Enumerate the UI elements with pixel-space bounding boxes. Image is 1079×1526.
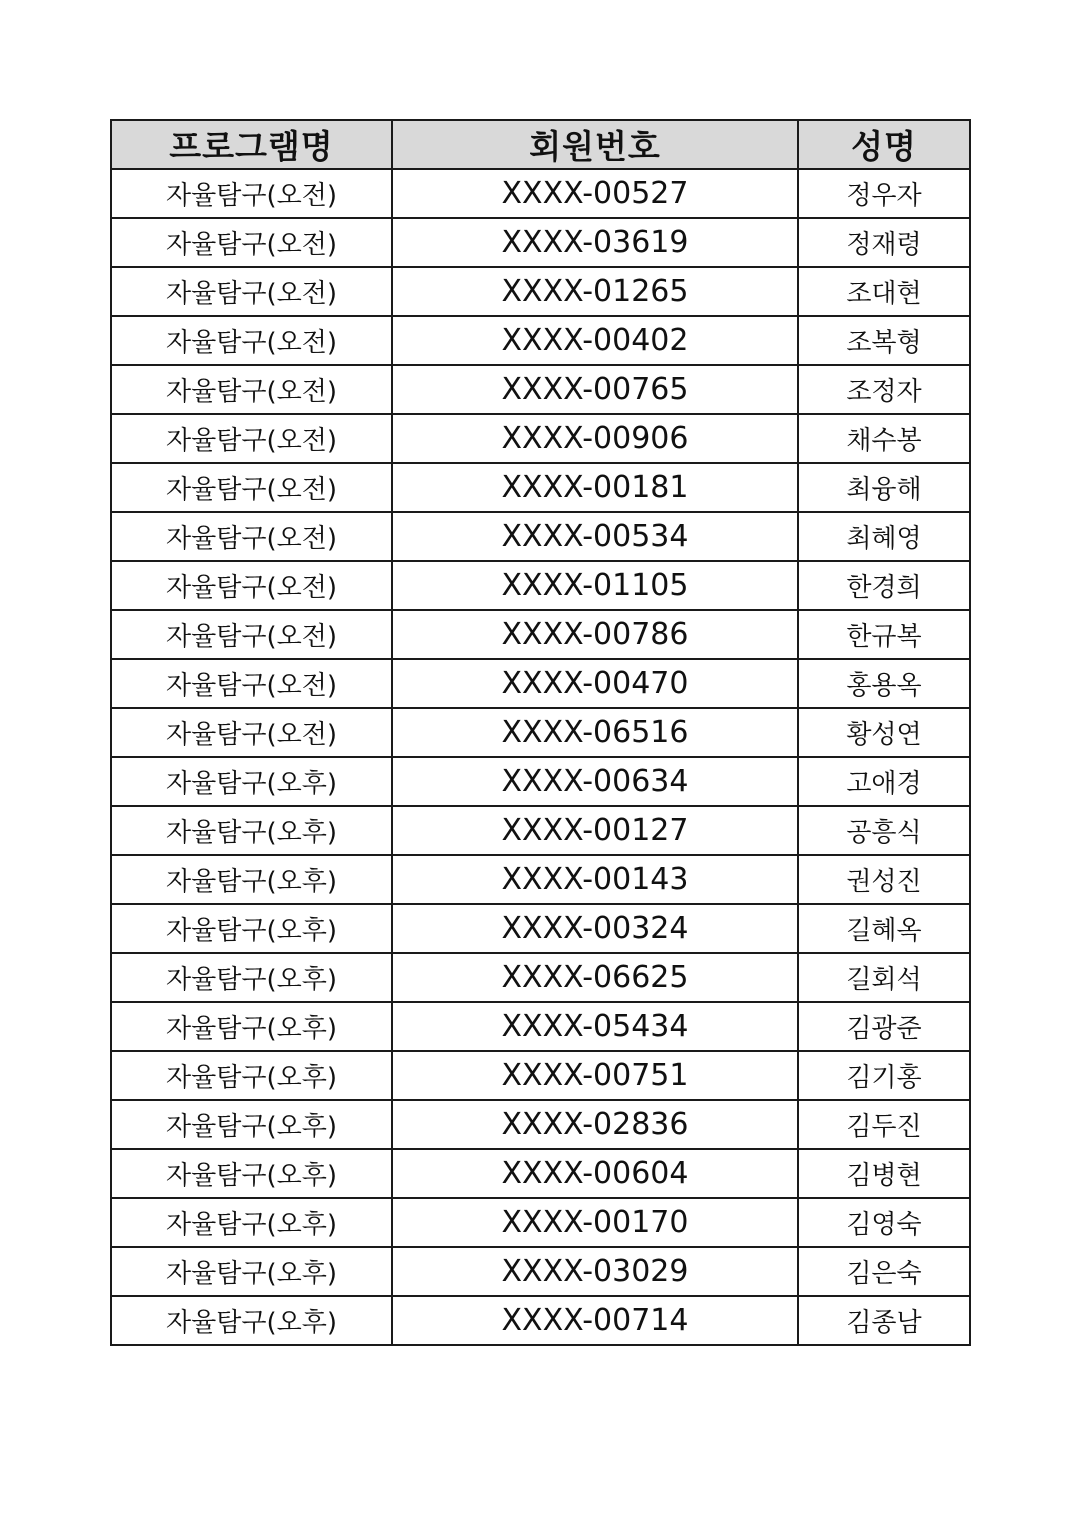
table-row xyxy=(111,1198,970,1247)
table-row xyxy=(111,512,970,561)
table-row xyxy=(111,463,970,512)
header-name: 성명 xyxy=(798,120,970,169)
name-cell: 조대현 xyxy=(798,267,970,316)
program-cell: 자율탐구(오전) xyxy=(111,414,392,463)
member-number-cell: XXXX-00714 xyxy=(392,1296,798,1345)
member-number-cell: XXXX-03029 xyxy=(392,1247,798,1296)
table-row xyxy=(111,414,970,463)
program-cell: 자율탐구(오전) xyxy=(111,659,392,708)
table-row xyxy=(111,1002,970,1051)
table-body xyxy=(111,169,970,1345)
table-row xyxy=(111,267,970,316)
member-roster-table xyxy=(110,119,971,1346)
member-number-cell: XXXX-03619 xyxy=(392,218,798,267)
member-number-cell: XXXX-00324 xyxy=(392,904,798,953)
name-cell: 김영숙 xyxy=(798,1198,970,1247)
program-cell: 자율탐구(오전) xyxy=(111,512,392,561)
member-number-cell: XXXX-00786 xyxy=(392,610,798,659)
name-cell: 한규복 xyxy=(798,610,970,659)
member-number-cell: XXXX-00470 xyxy=(392,659,798,708)
member-number-cell: XXXX-02836 xyxy=(392,1100,798,1149)
member-number-cell: XXXX-01105 xyxy=(392,561,798,610)
program-cell: 자율탐구(오전) xyxy=(111,169,392,218)
member-number-cell: XXXX-00127 xyxy=(392,806,798,855)
table-header xyxy=(111,120,970,169)
header-row xyxy=(111,120,970,169)
program-cell: 자율탐구(오전) xyxy=(111,316,392,365)
program-cell: 자율탐구(오전) xyxy=(111,561,392,610)
name-cell: 김병현 xyxy=(798,1149,970,1198)
table-row xyxy=(111,316,970,365)
name-cell: 최혜영 xyxy=(798,512,970,561)
member-number-cell: XXXX-06516 xyxy=(392,708,798,757)
member-number-cell: XXXX-00143 xyxy=(392,855,798,904)
name-cell: 고애경 xyxy=(798,757,970,806)
table-row xyxy=(111,904,970,953)
program-cell: 자율탐구(오후) xyxy=(111,1051,392,1100)
member-number-cell: XXXX-00604 xyxy=(392,1149,798,1198)
name-cell: 길혜옥 xyxy=(798,904,970,953)
name-cell: 최융해 xyxy=(798,463,970,512)
program-cell: 자율탐구(오후) xyxy=(111,1002,392,1051)
name-cell: 김두진 xyxy=(798,1100,970,1149)
program-cell: 자율탐구(오후) xyxy=(111,1198,392,1247)
table-row xyxy=(111,1051,970,1100)
program-cell: 자율탐구(오후) xyxy=(111,953,392,1002)
program-cell: 자율탐구(오전) xyxy=(111,610,392,659)
member-number-cell: XXXX-00402 xyxy=(392,316,798,365)
name-cell: 정우자 xyxy=(798,169,970,218)
header-member-number: 회원번호 xyxy=(392,120,798,169)
name-cell: 한경희 xyxy=(798,561,970,610)
member-number-cell: XXXX-01265 xyxy=(392,267,798,316)
member-number-cell: XXXX-05434 xyxy=(392,1002,798,1051)
name-cell: 조정자 xyxy=(798,365,970,414)
table-row xyxy=(111,757,970,806)
program-cell: 자율탐구(오전) xyxy=(111,218,392,267)
member-number-cell: XXXX-00634 xyxy=(392,757,798,806)
table-row xyxy=(111,953,970,1002)
table-row xyxy=(111,1247,970,1296)
table-row xyxy=(111,1100,970,1149)
name-cell: 김광준 xyxy=(798,1002,970,1051)
name-cell: 정재령 xyxy=(798,218,970,267)
program-cell: 자율탐구(오후) xyxy=(111,1149,392,1198)
table-row xyxy=(111,365,970,414)
program-cell: 자율탐구(오후) xyxy=(111,1296,392,1345)
name-cell: 홍용옥 xyxy=(798,659,970,708)
table-row xyxy=(111,855,970,904)
member-number-cell: XXXX-00527 xyxy=(392,169,798,218)
name-cell: 채수봉 xyxy=(798,414,970,463)
table-row xyxy=(111,169,970,218)
table-row xyxy=(111,708,970,757)
member-number-cell: XXXX-00534 xyxy=(392,512,798,561)
program-cell: 자율탐구(오후) xyxy=(111,904,392,953)
name-cell: 김은숙 xyxy=(798,1247,970,1296)
program-cell: 자율탐구(오후) xyxy=(111,855,392,904)
member-number-cell: XXXX-06625 xyxy=(392,953,798,1002)
member-number-cell: XXXX-00906 xyxy=(392,414,798,463)
member-number-cell: XXXX-00765 xyxy=(392,365,798,414)
table-row xyxy=(111,1296,970,1345)
program-cell: 자율탐구(오전) xyxy=(111,267,392,316)
name-cell: 권성진 xyxy=(798,855,970,904)
program-cell: 자율탐구(오후) xyxy=(111,806,392,855)
roster-sheet xyxy=(110,119,969,1346)
name-cell: 공흥식 xyxy=(798,806,970,855)
table-row xyxy=(111,218,970,267)
table-row xyxy=(111,561,970,610)
member-number-cell: XXXX-00170 xyxy=(392,1198,798,1247)
program-cell: 자율탐구(오전) xyxy=(111,708,392,757)
member-number-cell: XXXX-00751 xyxy=(392,1051,798,1100)
table-row xyxy=(111,610,970,659)
name-cell: 김기홍 xyxy=(798,1051,970,1100)
program-cell: 자율탐구(오후) xyxy=(111,1247,392,1296)
table-row xyxy=(111,806,970,855)
program-cell: 자율탐구(오전) xyxy=(111,365,392,414)
program-cell: 자율탐구(오후) xyxy=(111,757,392,806)
name-cell: 김종남 xyxy=(798,1296,970,1345)
name-cell: 황성연 xyxy=(798,708,970,757)
table-row xyxy=(111,659,970,708)
program-cell: 자율탐구(오전) xyxy=(111,463,392,512)
table-row xyxy=(111,1149,970,1198)
program-cell: 자율탐구(오후) xyxy=(111,1100,392,1149)
name-cell: 조복형 xyxy=(798,316,970,365)
member-number-cell: XXXX-00181 xyxy=(392,463,798,512)
header-program: 프로그램명 xyxy=(111,120,392,169)
name-cell: 길회석 xyxy=(798,953,970,1002)
